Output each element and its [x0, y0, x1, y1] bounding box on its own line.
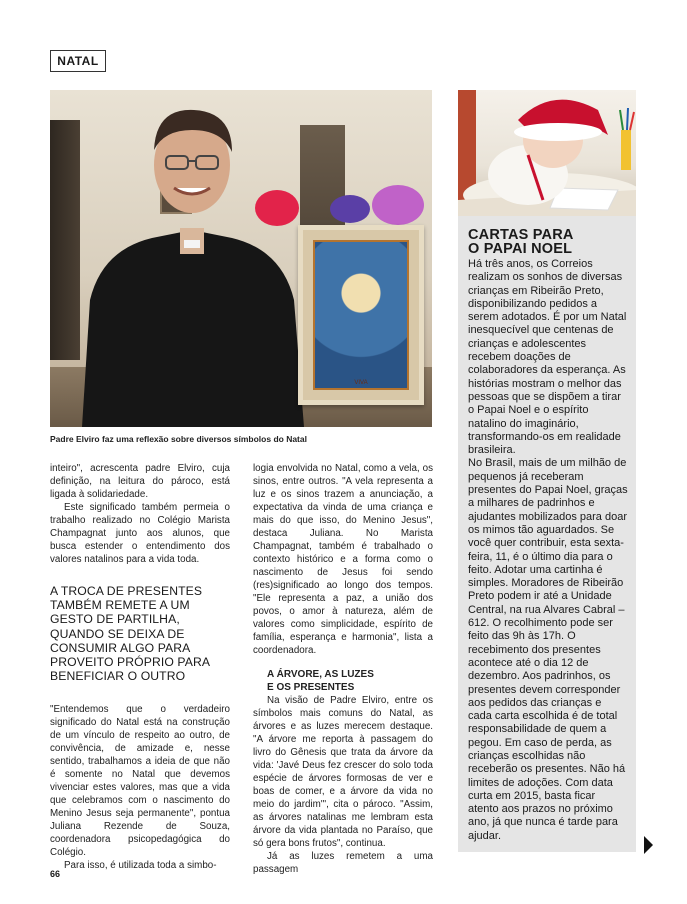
child-photo [458, 90, 636, 216]
subheading-line1: A ÁRVORE, AS LUZES [267, 669, 374, 680]
body-paragraph: Já as luzes remetem a uma passagem [253, 851, 433, 875]
next-page-arrow-icon[interactable] [644, 836, 653, 854]
sidebar-title-line1: CARTAS PARA [468, 227, 574, 243]
subheading [267, 669, 433, 694]
sidebar-paragraph: No Brasil, mais de um milhão de pequenos já receberam presentes do Papai Noel, graças a milhares de padrinhos e ajudantes mobilizados para doar os mimos tão aguardados. Se você quer contribuir, esta sexta-feira, 11, é o último dia para o feito. Adotar uma cartinha é simples. Moradores de Ribeirão Preto podem ir até a Unidade Central, na rua Alvares Cabral – 612. O recolhimento pode ser feito das 9h às 17h. O recebimento dos presentes acontece até o dia 12 de dezembro. Aos padrinhos, os presentes devem corresponder aos pedidos das crianças e cada carta escolhida é de total responsabilidade de quem a pegou. Em caso de perda, as crianças escolhidas não receberão os presentes. Não há limites de adoções. Com data curta em 2015, basta ficar atento aos prazos no próximo ano, já que nunca é tarde para ajudar. [468, 457, 628, 842]
priest-figure [72, 100, 312, 427]
body-paragraph: Para isso, é utilizada toda a simbo- [64, 860, 217, 872]
sidebar-box [458, 216, 636, 852]
red-flower [255, 190, 299, 226]
body-paragraph: "Entendemos que o verdadeiro significado do Natal está na construção de um vínculo de respeito ao outro, de convivência, de amizade e, nesse sentido, trabalhamos a ideia de que não é somente no Natal que devemos vivenciar estes valores, mas que a vida que celebramos com o nascimento do Menino Jesus seja permanente", pontua Juliana Rezende de Souza, coordenadora psicopedagógica do Colégio. [50, 704, 230, 859]
body-paragraph: Este significado também permeia o trabalho realizado no Colégio Marista Champagnat junto aos alunos, que busca estender o entendimento dos valores natalinos para a vida toda. [50, 502, 230, 565]
painting-text: VIVA [354, 380, 368, 386]
pull-quote: A TROCA DE PRESENTES TAMBÉM REMETE A UM GESTO DE PARTILHA, QUANDO SE DEIXA DE CONSUMIR ALGO PARA PROVEITO PRÓPRIO PARA BENEFICIAR O OUTRO [50, 584, 210, 684]
subheading-line2: E OS PRESENTES [267, 681, 355, 693]
body-paragraph: Na visão de Padre Elviro, entre os símbolos mais comuns do Natal, as árvores e as luzes merecem destaque. "A árvore me reporta à passagem do livro do Gênesis que trata da árvore da vida: 'Javé Deus fez crescer do solo toda espécie de árvores formosas de ver e boas de comer, e a árvore da vida no meio do jardim'", cita o pároco. "Assim, as árvores natalinas me lembram esta árvore da vida plantada no Paraíso, que só gera bons frutos", continua. [253, 695, 433, 849]
body-column-2 [253, 462, 433, 876]
painting-image [313, 240, 409, 390]
sidebar-title-line2: O PAPAI NOEL [468, 241, 573, 257]
religious-painting [298, 225, 424, 405]
sidebar-text [468, 258, 628, 843]
page-number: 66 [50, 869, 61, 879]
photo-caption: Padre Elviro faz uma reflexão sobre diversos símbolos do Natal [50, 434, 307, 444]
pink-flower [372, 185, 424, 225]
main-photo [50, 90, 432, 427]
body-paragraph: logia envolvida no Natal, como a vela, os sinos, entre outros. "A vela representa a luz e os sinos trazem a anunciação, a expectativa da vinda de uma criança e mais do que isso, do Menino Jesus", destaca Juliana. No Marista Champagnat, também é trabalhado o contexto histórico e a forma como o nascimento de Jesus foi sendo (res)significado ao longo dos tempos. "Ele representa a paz, a união dos povos, o amor à natureza, além de valores como simplicidade, espírito de família, esperança e harmonia", lista a coordenadora. [253, 463, 433, 656]
child-writing-letter [458, 90, 636, 216]
body-paragraph: inteiro", acrescenta padre Elviro, cuja definição, na leitura do pároco, está ligada à solidariedade. [50, 463, 230, 500]
purple-flower [330, 195, 370, 223]
section-tag: NATAL [50, 50, 106, 72]
body-column-1 [50, 462, 230, 872]
sidebar-title [468, 228, 628, 256]
sidebar-paragraph: Há três anos, os Correios realizam os sonhos de diversas crianças em Ribeirão Preto, disponibilizando pedidos a serem adotados. É por um Natal inesquecível que centenas de crianças e adolescentes recebem doações de colaboradores da esperança. As histórias mostram o melhor das pessoas que se dispõem a tirar o Papai Noel e o espírito natalino do imaginário, transformando-os em realidade brasileira. [468, 258, 627, 457]
